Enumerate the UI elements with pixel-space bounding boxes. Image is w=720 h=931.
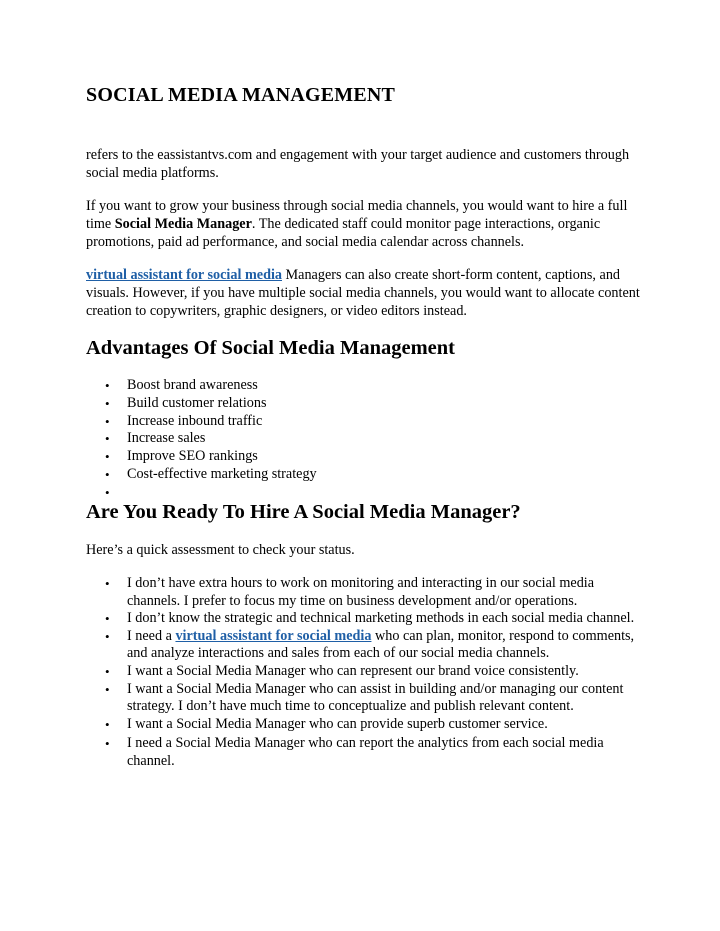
paragraph-content-creation [86,266,642,320]
paragraph-hire-text: If you want to grow your business through social media channels, you would want to hire a full time [86,198,628,232]
list-item: • I need a Social Media Manager who can report the analytics from each social media channel. [127,735,642,770]
list-item: • I don’t know the strategic and technical marketing methods in each social media channel. [127,610,642,628]
list-item: • Increase sales [127,430,642,448]
list-item [127,628,642,663]
list-item: • Cost-effective marketing strategy [127,466,642,484]
advantages-heading: Advantages Of Social Media Management [86,337,455,359]
virtual-assistant-link-2[interactable]: virtual assistant for social media [175,627,372,644]
paragraph-hire-text-end: . The dedicated staff could monitor page interactions, organic promotions, paid ad performance, and social media calendar across channels. [86,216,601,250]
list-item: • I want a Social Media Manager who can provide superb customer service. [127,716,642,734]
assessment-list [86,575,642,771]
list-item: • I don’t have extra hours to work on monitoring and interacting in our social media channels. I prefer to focus my time on business development and/or operations. [127,575,642,610]
list-item-empty [127,484,642,502]
list-item: • I want a Social Media Manager who can assist in building and/or managing our content strategy. I don’t have much time to conceptualize and publish relevant content. [127,681,642,716]
list-item: • Build customer relations [127,395,642,413]
list-item: • Boost brand awareness [127,377,642,395]
intro-paragraph: refers to the eassistantvs.com and engagement with your target audience and customers through social media platforms. [86,147,630,181]
page-title: SOCIAL MEDIA MANAGEMENT [86,84,396,106]
item-text: I need a [127,627,176,644]
list-item: • Improve SEO rankings [127,448,642,466]
paragraph-hire-manager [86,197,642,251]
paragraph-content-text: Managers can also create short-form content, captions, and visuals. However, if you have multiple social media channels, you would want to allocate content creation to copywriters, graphic designers, or video editors instead. [86,267,640,319]
virtual-assistant-link[interactable]: virtual assistant for social media [86,267,282,283]
list-item: • Increase inbound traffic [127,413,642,431]
item-text-end: who can plan, monitor, respond to comments, and analyze interactions and sales from each of our social media channels. [127,627,635,662]
advantages-list [86,377,642,502]
ready-heading: Are You Ready To Hire A Social Media Manager? [86,501,521,523]
list-item: • I want a Social Media Manager who can represent our brand voice consistently. [127,663,642,681]
assessment-intro: Here’s a quick assessment to check your status. [86,542,355,558]
social-media-manager-bold: Social Media Manager [114,216,252,232]
